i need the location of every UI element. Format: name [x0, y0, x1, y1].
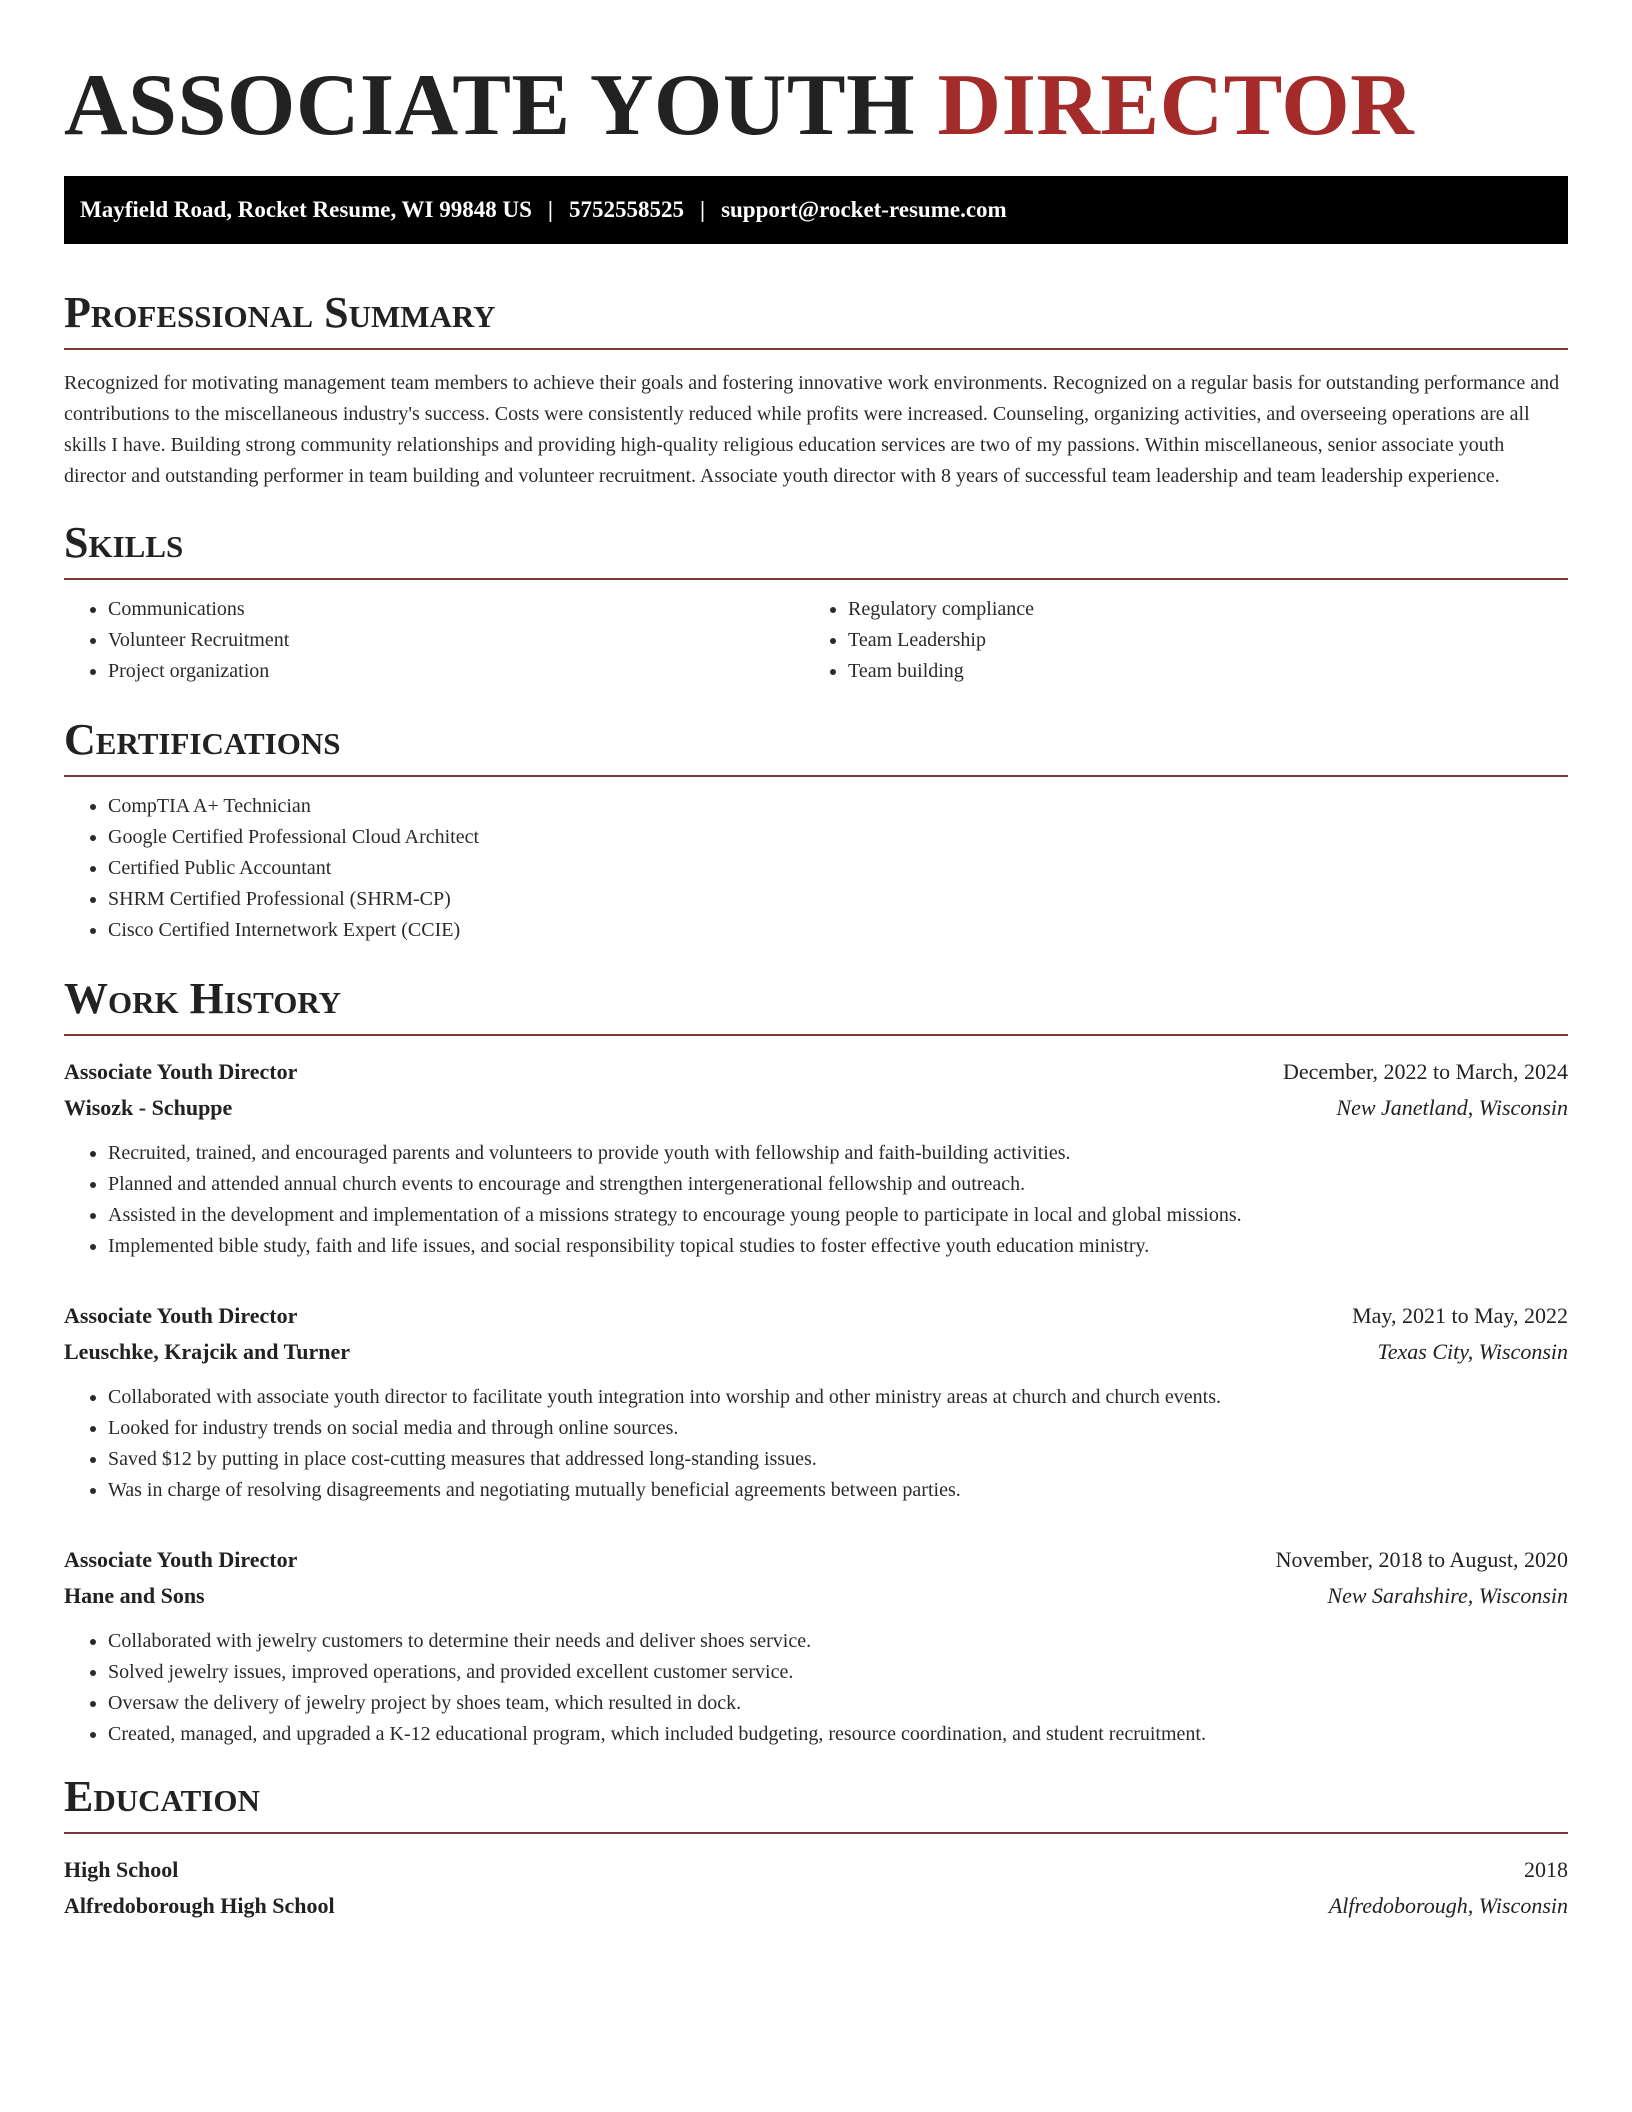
education-entry [64, 1852, 1568, 1924]
job-bullet: • Collaborated with associate youth director to facilitate youth integration into worship and other ministry areas at church and church events. [108, 1382, 1568, 1413]
contact-separator: | [699, 197, 706, 222]
education-degree: High School [64, 1857, 179, 1882]
contact-separator: | [547, 197, 553, 222]
job-company: Leuschke, Krajcik and Turner [64, 1339, 351, 1364]
job-company: Wisozk - Schuppe [64, 1095, 233, 1120]
work-history-heading: Work History [64, 974, 1568, 1036]
skills-heading: Skills [64, 518, 1568, 580]
job-header-row [64, 1542, 1568, 1578]
job-entry [64, 1298, 1568, 1506]
job-bullets [64, 1382, 1568, 1506]
education-year: 2018 [1524, 1857, 1568, 1882]
job-dates: May, 2021 to May, 2022 [1352, 1303, 1568, 1328]
skills-list-right [804, 594, 1544, 687]
job-entry [64, 1542, 1568, 1750]
job-bullet: • Was in charge of resolving disagreements and negotiating mutually beneficial agreements between parties. [108, 1475, 1568, 1506]
job-bullet: • Created, managed, and upgraded a K-12 educational program, which included budgeting, resource coordination, and student recruitment. [108, 1719, 1568, 1750]
job-entry [64, 1054, 1568, 1262]
education-section [64, 1772, 1568, 1924]
education-school-row [64, 1888, 1568, 1924]
skills-section [64, 518, 1568, 687]
certifications-heading: Certifications [64, 715, 1568, 777]
education-location: Alfredoborough, Wisconsin [1328, 1893, 1568, 1918]
summary-text: Recognized for motivating management team members to achieve their goals and fostering innovative work environments. Recognized on a regular basis for outstanding performance and contributions to the miscellaneous industry's success. Costs were consistently reduced while profits were increased. Counseling, organizing activities, and overseeing operations are all skills I have. Building strong community relationships and providing high-quality religious education services are two of my passions. Within miscellaneous, senior associate youth director and outstanding performer in team building and volunteer recruitment. Associate youth director with 8 years of successful team leadership and team leadership experience. [64, 372, 1560, 487]
certifications-section [64, 715, 1568, 946]
job-title: Associate Youth Director [64, 1303, 298, 1328]
skill-item: • Team building [848, 656, 1544, 687]
contact-email: support@rocket-resume.com [721, 197, 1007, 222]
skill-item: • Project organization [108, 656, 804, 687]
job-location: New Sarahshire, Wisconsin [1327, 1583, 1568, 1608]
job-bullets [64, 1138, 1568, 1262]
certification-item: • CompTIA A+ Technician [108, 791, 1568, 822]
skill-item: • Regulatory compliance [848, 594, 1544, 625]
job-company-row [64, 1090, 1568, 1126]
education-school: Alfredoborough High School [64, 1893, 335, 1918]
certification-item: • SHRM Certified Professional (SHRM-CP) [108, 884, 1568, 915]
job-bullet: • Planned and attended annual church events to encourage and strengthen intergenerational fellowship and outreach. [108, 1169, 1568, 1200]
resume-title [64, 0, 1568, 156]
skill-item: • Volunteer Recruitment [108, 625, 804, 656]
job-title: Associate Youth Director [64, 1547, 298, 1572]
summary-section [64, 288, 1568, 492]
job-company-row [64, 1578, 1568, 1614]
work-history-section [64, 974, 1568, 1750]
skill-item: • Communications [108, 594, 804, 625]
title-accent: DIRECTOR [937, 57, 1415, 154]
job-bullet: • Implemented bible study, faith and life issues, and social responsibility topical studies to foster effective youth education ministry. [108, 1231, 1568, 1262]
certification-item: • Cisco Certified Internetwork Expert (CCIE) [108, 915, 1568, 946]
certifications-list [64, 791, 1568, 946]
skills-list-left [64, 594, 804, 687]
summary-heading: Professional Summary [64, 288, 1568, 350]
job-location: Texas City, Wisconsin [1377, 1339, 1568, 1364]
job-dates: December, 2022 to March, 2024 [1282, 1059, 1568, 1084]
job-title: Associate Youth Director [64, 1059, 298, 1084]
contact-bar [64, 176, 1568, 244]
job-bullet: • Saved $12 by putting in place cost-cutting measures that addressed long-standing issues. [108, 1444, 1568, 1475]
title-main: ASSOCIATE YOUTH [64, 57, 916, 154]
job-bullet: • Collaborated with jewelry customers to determine their needs and deliver shoes service. [108, 1626, 1568, 1657]
education-heading: Education [64, 1772, 1568, 1834]
job-location: New Janetland, Wisconsin [1336, 1095, 1568, 1120]
job-bullet: • Looked for industry trends on social media and through online sources. [108, 1413, 1568, 1444]
job-company: Hane and Sons [64, 1583, 205, 1608]
job-bullet: • Oversaw the delivery of jewelry project by shoes team, which resulted in dock. [108, 1688, 1568, 1719]
certification-item: • Google Certified Professional Cloud Architect [108, 822, 1568, 853]
education-header-row [64, 1852, 1568, 1888]
job-bullet: • Recruited, trained, and encouraged parents and volunteers to provide youth with fellowship and faith-building activities. [108, 1138, 1568, 1169]
job-company-row [64, 1334, 1568, 1370]
skill-item: • Team Leadership [848, 625, 1544, 656]
job-header-row [64, 1054, 1568, 1090]
job-bullets [64, 1626, 1568, 1750]
job-bullet: • Solved jewelry issues, improved operations, and provided excellent customer service. [108, 1657, 1568, 1688]
certification-item: • Certified Public Accountant [108, 853, 1568, 884]
job-bullet: • Assisted in the development and implementation of a missions strategy to encourage young people to participate in local and global missions. [108, 1200, 1568, 1231]
contact-phone: 5752558525 [568, 197, 684, 222]
job-dates: November, 2018 to August, 2020 [1275, 1547, 1568, 1572]
contact-address: Mayfield Road, Rocket Resume, WI 99848 US [80, 197, 532, 222]
job-header-row [64, 1298, 1568, 1334]
skills-grid [64, 594, 1568, 687]
